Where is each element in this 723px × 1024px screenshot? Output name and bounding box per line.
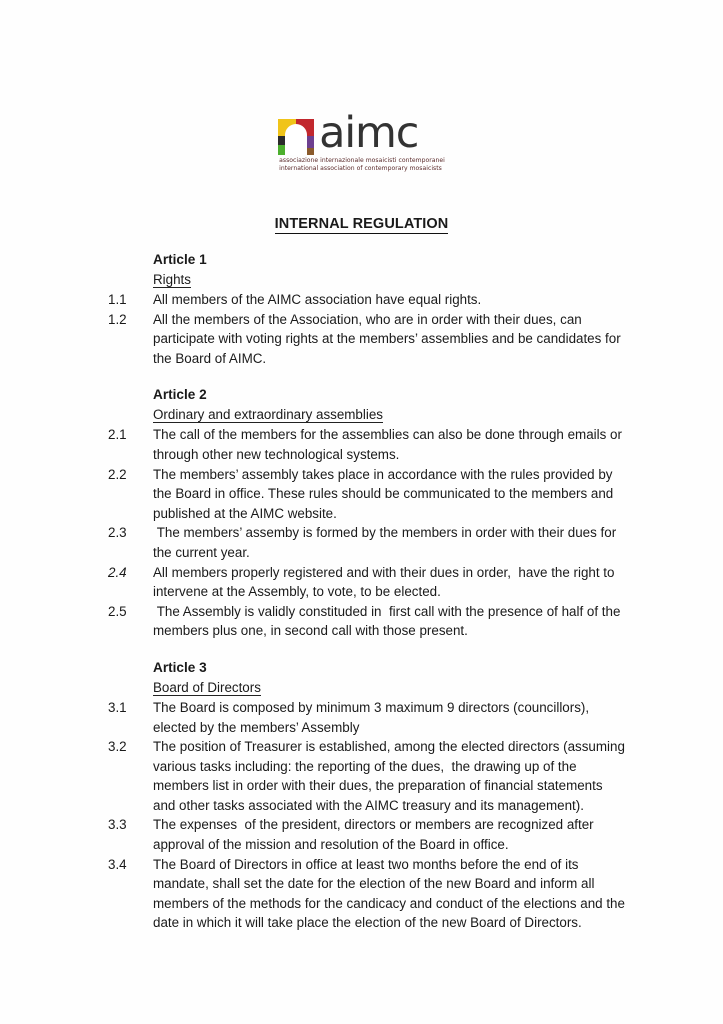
clause-row: [108, 855, 628, 933]
logo-tagline-english: international association of contemporary mosaicists: [279, 165, 442, 173]
mosaic-logo-icon: [278, 119, 314, 155]
clause-text: The Assembly is validly constituded in first call with the presence of half of the members plus one, in second call with those present.: [153, 603, 625, 639]
clause-text: The expenses of the president, directors or members are recognized after approval of the mission and resolution of the Board in office.: [153, 817, 598, 853]
clause-text: The members’ assembly takes place in accordance with the rules provided by the Board in office. These rules should be communicated to the members and published at the AIMC website.: [153, 466, 617, 521]
clause-row: [108, 602, 628, 641]
clause-number: 2.4: [108, 564, 127, 580]
clause-number: 3.2: [108, 739, 127, 755]
article-section: [108, 385, 628, 641]
article-heading: Article 2: [153, 387, 207, 403]
clause-text: The members’ assemby is formed by the members in order with their dues for the current year.: [153, 525, 620, 560]
clause-number: 3.4: [108, 856, 127, 872]
logo-tagline-italian: associazione internazionale mosaicisti contemporanei: [279, 157, 445, 164]
clause-text: The Board of Directors in office at least two months before the end of its mandate, shall set the date for the election of the new Board and inform all members of the methods for the candicacy and conduct of the elections and the date in which it will take place the election of the new Board of Directors.: [153, 856, 629, 931]
clause-number: 3.1: [108, 699, 127, 715]
clause-number: 1.1: [108, 292, 127, 307]
clause-row: [108, 815, 628, 854]
clause-row: [108, 523, 628, 562]
clause-row: [108, 698, 628, 737]
aimc-logo: [0, 108, 723, 173]
article-subtitle: [153, 270, 628, 290]
clause-row: [108, 290, 628, 310]
clause-row: [108, 465, 628, 524]
article-subtitle-text: Rights: [153, 272, 191, 287]
article-subtitle: [153, 678, 628, 698]
clause-row: [108, 563, 628, 602]
article-heading: Article 3: [153, 659, 207, 675]
clause-number: 2.5: [108, 603, 127, 619]
clause-text: All members properly registered and with their dues in order, have the right to intervene at the Assembly, to vote, to be elected.: [153, 564, 619, 600]
clause-number: 2.2: [108, 466, 127, 482]
logo-tagline: [279, 157, 445, 173]
article-heading: Article 1: [153, 252, 207, 267]
article-subtitle-text: Board of Directors: [153, 679, 261, 695]
clause-text: The Board is composed by minimum 3 maximum 9 directors (councillors), elected by the members’ Assembly: [153, 699, 593, 735]
clause-number: 3.3: [108, 817, 127, 833]
clause-number: 1.2: [108, 311, 127, 327]
page-title: [0, 216, 723, 232]
document-body: [108, 250, 628, 950]
clause-text: The call of the members for the assemblies can also be done through emails or through other new technological systems.: [153, 427, 626, 462]
clause-number: 2.3: [108, 525, 127, 541]
clause-row: [108, 425, 628, 464]
clause-row: [108, 310, 628, 369]
clause-row: [108, 737, 628, 815]
clause-text: All members of the AIMC association have equal rights.: [153, 292, 482, 307]
page-title-text: INTERNAL REGULATION: [274, 216, 449, 232]
clause-number: 2.1: [108, 427, 127, 443]
article-section: [108, 658, 628, 933]
article-subtitle: [153, 405, 628, 425]
clause-text: The position of Treasurer is established, among the elected directors (assuming various tasks including: the reporting of the dues, the drawing up of the members list in order with their dues, the preparation of financial statements and other tasks associated with the AIMC treasury and its management).: [153, 739, 629, 813]
article-subtitle-text: Ordinary and extraordinary assemblies: [153, 407, 383, 423]
article-section: [108, 250, 628, 368]
clause-text: All the members of the Association, who are in order with their dues, can participate with voting rights at the members’ assemblies and be candidates for the Board of AIMC.: [153, 311, 625, 366]
logo-wordmark: aimc: [319, 108, 419, 158]
